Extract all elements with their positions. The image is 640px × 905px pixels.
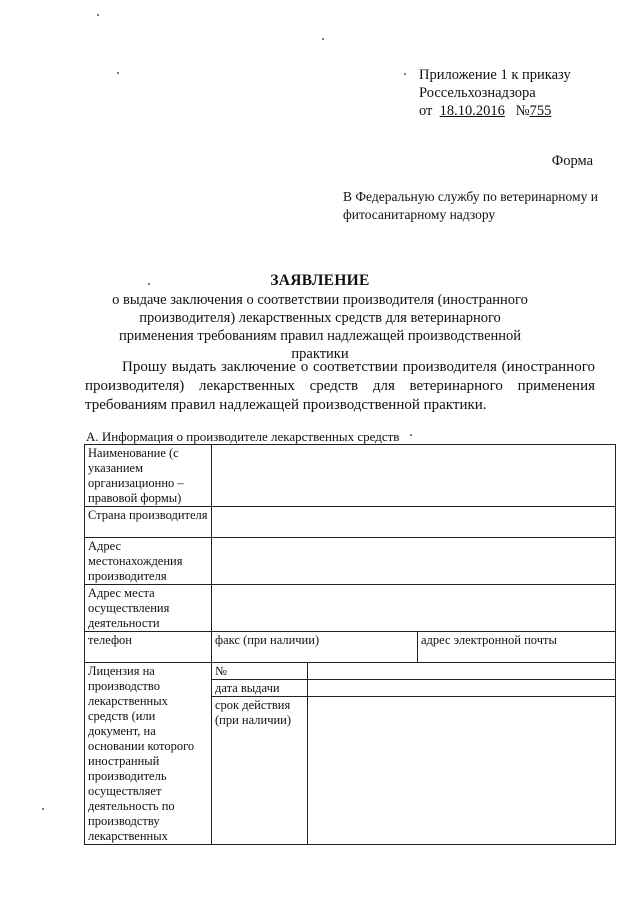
document-subtitle: о выдаче заключения о соответствии производителя (иностранного производителя) лекарственных средств для ветеринарного применения требованиям правил надлежащей производственной практики xyxy=(112,292,528,362)
email-label: адрес электронной почты xyxy=(418,632,616,663)
validity-field[interactable] xyxy=(308,697,616,845)
addressee: В Федеральную службу по ветеринарному и фитосанитарному надзору xyxy=(343,189,598,222)
scan-speck xyxy=(117,72,119,74)
appendix-order-line xyxy=(419,102,571,120)
manufacturer-info-table xyxy=(84,444,616,845)
activity-address-label: Адрес места осуществления деятельности xyxy=(85,585,212,632)
license-label: Лицензия на производство лекарственных средств (или документ, на основании которого иностранный производитель осуществляет деятельность по производству лекарственных xyxy=(85,663,212,845)
country-field[interactable] xyxy=(212,507,616,538)
row-license-number xyxy=(85,663,616,680)
name-field[interactable] xyxy=(212,445,616,507)
appendix-from: от xyxy=(419,103,433,119)
appendix-number-sign: № xyxy=(515,103,530,119)
document-title: ЗАЯВЛЕНИЕ xyxy=(270,272,370,289)
country-label: Страна производителя xyxy=(85,507,212,538)
license-number-field[interactable] xyxy=(308,663,616,680)
scan-speck xyxy=(404,73,406,75)
scan-speck xyxy=(97,14,99,16)
issue-date-field[interactable] xyxy=(308,680,616,697)
issue-date-label: дата выдачи xyxy=(212,680,308,697)
appendix-header xyxy=(419,66,571,120)
location-field[interactable] xyxy=(212,538,616,585)
row-activity-address xyxy=(85,585,616,632)
row-country xyxy=(85,507,616,538)
section-a-heading: А. Информация о производителе лекарственных средств xyxy=(86,429,400,444)
form-label: Форма xyxy=(551,153,593,169)
scan-speck xyxy=(148,283,150,285)
appendix-number: 755 xyxy=(529,103,552,119)
appendix-line2: Россельхознадзора xyxy=(419,85,536,101)
fax-label: факс (при наличии) xyxy=(212,632,418,663)
validity-label: срок действия (при наличии) xyxy=(212,697,308,845)
row-contacts xyxy=(85,632,616,663)
appendix-line1: Приложение 1 к приказу xyxy=(419,67,571,83)
license-number-label: № xyxy=(212,663,308,680)
row-name xyxy=(85,445,616,507)
request-paragraph: Прошу выдать заключение о соответствии производителя (иностранного производителя) лекарственных средств для ветеринарного применения требованиям правил надлежащей производственной практики. xyxy=(85,359,595,413)
scan-speck xyxy=(42,808,44,810)
scan-speck xyxy=(410,434,412,436)
scan-speck xyxy=(322,38,324,40)
name-label: Наименование (с указанием организационно – правовой формы) xyxy=(85,445,212,507)
location-label: Адрес местонахождения производителя xyxy=(85,538,212,585)
appendix-date: 18.10.2016 xyxy=(439,103,505,119)
activity-address-field[interactable] xyxy=(212,585,616,632)
row-location xyxy=(85,538,616,585)
phone-label: телефон xyxy=(85,632,212,663)
